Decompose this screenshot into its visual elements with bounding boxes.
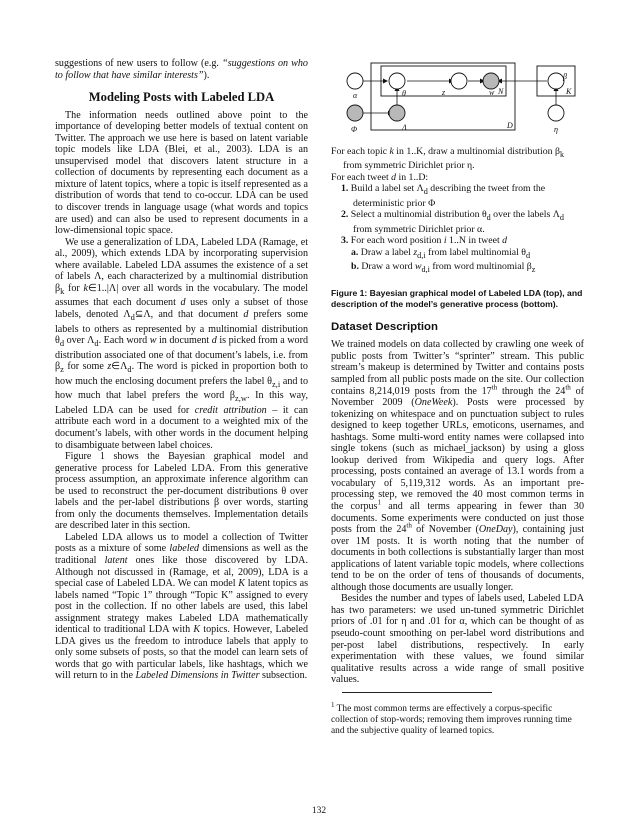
plate-label-d: D xyxy=(507,121,513,130)
generative-process xyxy=(331,146,584,276)
paragraph-information-needs: The information needs outlined above point to the importance of developing better models of textual content on Twitter. The approach we use here is based on latent variable topic models like LDA (Blei, et al., 2003). LDA is an unsupervised model that discovers latent structure in a collection of documents by representing each document as a mixture of latent topics, where a topic is itself represented as a distribution of words that tend to co-occur. LDA can be used to discover trends in language usage (what words and topics are used) and can also be used to represent documents in a low-dimensional topic space. xyxy=(55,109,308,237)
label-beta: β xyxy=(563,72,567,81)
gen-step-3b: b. Draw a word $w_{d,i}$ from word multinomial $\beta_z$ xyxy=(351,261,536,275)
paragraph-figure-1: Figure 1 shows the Bayesian graphical model and generative process for Labeled LDA. From this generative process assumption, an approximate inference algorithm can be used to reconstruct the per-document distributions θ over labels and the per-label distributions β over words, starting from only the documents themselves. Implementation details are described later in this section. xyxy=(55,451,308,532)
intro-paragraph: suggestions of new users to follow (e.g. “suggestions on who to follow that have similar interests”). xyxy=(55,58,308,81)
gen-topic-line: For each topic k in 1..K, draw a multinomial distribution $\beta_k$ from symmetric Dirichlet prior η. xyxy=(331,146,565,172)
paragraph-labeled-lda: We use a generalization of LDA, Labeled LDA (Ramage, et al., 2009), which extends LDA by incorporating supervision where available. Labeled LDA assumes the existence of a set of labels Λ, each characterized by a multinomial distribution $\beta_k$ for k∈1..|Λ| over all words in the vocabulary. The model assumes that each document d uses only a subset of those labels, denoted $\Lambda_d⊆\Lambda$, and that document d prefers some labels to others as represented by a multinomial distribution $\theta_d$ over $\Lambda_d$. Each word w in document d is picked from a word distribution associated one of that document’s labels, i.e. from $\beta_z$ for some $z\in\Lambda_d$. The word is picked in proportion both to how much the enclosing document prefers the label $\theta_{z,i}$ and to how much that label prefers the word $\beta_{z,w}$. In this way, Labeled LDA can be used for credit attribution – it can attribute each word in a document to a weighted mix of the document’s labels, with other words in the document helping to disambiguate between label choices. xyxy=(55,236,308,451)
node-beta xyxy=(548,73,564,89)
arrowheads xyxy=(383,79,559,116)
label-alpha: α xyxy=(353,91,358,100)
node-alpha xyxy=(347,73,363,89)
label-eta: η xyxy=(554,125,558,134)
gen-step-3a: a. Draw a label $z_{d,i}$ from label multinomial $\theta_d$ xyxy=(351,246,531,260)
left-column xyxy=(55,58,308,682)
section-heading-modeling: Modeling Posts with Labeled LDA xyxy=(88,90,275,105)
page-number: 132 xyxy=(311,806,327,816)
graphical-model-figure xyxy=(331,58,584,142)
label-phi: Φ xyxy=(351,125,358,134)
plate-label-n: N xyxy=(498,87,504,96)
footnote: $^1$ The most common terms are effectively a corpus-specific collection of stop-words; removing them improves running time and the subjective quality of learned topics. xyxy=(331,700,572,737)
label-z: z xyxy=(442,88,446,97)
gen-step-1: 1. Build a label set $\Lambda_d$ describing the tweet from the deterministic prior Φ xyxy=(341,183,546,209)
plate-label-k: K xyxy=(566,87,572,96)
label-w: w xyxy=(489,88,495,97)
paragraph-dataset: We trained models on data collected by crawling one week of public posts from Twitter’s “sprinter” stream. This public stream’s makeup is determined by Twitter and contains posts sampled from all public posts made on the site. Our collection contains 8,214,019 posts from the 17th through the 24th of November 2009 (OneWeek). Posts were processed by tokenizing on whitespace and on punctuation subject to rules designed to keep together URLs, emoticons, usernames, and hashtags. Some multi-word entity names were collapsed into single tokens (such as michael_jackson) by using a gloss lookup derived from Wikipedia and query logs. After processing, posts contained an average of 13.1 words from a vocabulary of 5,119,312 words. As an important pre-processing step, we removed the 40 most common terms in the corpus$^1$ and all terms appearing in fewer than 30 documents. Some experiments were conducted on just those posts from the 24th of November (OneDay), containing just over 1M posts. It is worth noting that the number of documents in both collections is substantially larger than most applications of latent variable topic models, where collections tend to be on the order of tens of thousands of documents, although those documents are usually longer. xyxy=(331,339,585,593)
right-column xyxy=(331,146,584,686)
paragraph-labeled-dimensions: Labeled LDA allows us to model a collection of Twitter posts as a mixture of some labeled dimensions as well as the traditional latent ones like those discovered by LDA. Although not discussed in (Ramage, et al, 2009), LDA is a special case of Labeled LDA. We can model K latent topics as labels named “Topic 1” through “Topic K” assigned to every post in the collection. If no other labels are used, this label assignment strategy makes Labeled LDA mathematically identical to traditional LDA with K topics. However, Labeled LDA gives us the freedom to introduce labels that apply to only some subsets of posts, so that the model can learn sets of words that go with particular labels, like hashtags, which we will return to in the Labeled Dimensions in Twitter subsection. xyxy=(55,531,308,682)
node-z xyxy=(451,73,467,89)
footnote-rule xyxy=(342,692,492,693)
node-theta xyxy=(389,73,405,89)
label-lambda: Λ xyxy=(402,123,407,132)
label-theta: θ xyxy=(402,89,406,98)
gen-tweet-line: For each tweet d in 1..D: xyxy=(331,171,429,183)
section-heading-dataset: Dataset Description xyxy=(331,320,438,333)
figure-caption: Figure 1: Bayesian graphical model of Labeled LDA (top), and description of the model’s generative process (bottom). xyxy=(331,287,583,309)
gen-step-3: 3. For each word position i 1..N in tweet d xyxy=(341,235,508,247)
gen-step-2: 2. Select a multinomial distribution $\theta_d$ over the labels $\Lambda_d$ from symmetric Dirichlet prior α. xyxy=(341,209,564,235)
node-eta xyxy=(548,105,564,121)
node-lambda xyxy=(389,105,405,121)
node-phi xyxy=(347,105,363,121)
node-w xyxy=(483,73,499,89)
paragraph-parameters: Besides the number and types of labels used, Labeled LDA has two parameters: we used un-tuned symmetric Dirichlet priors of .01 for η and .01 for α, which can be thought of as pseudo-count smoothing on per-label word distributions and per-post label distributions, respectively. In early experimentation with these values, we found similar qualitative results across a wide range of small positive values. xyxy=(331,593,584,686)
